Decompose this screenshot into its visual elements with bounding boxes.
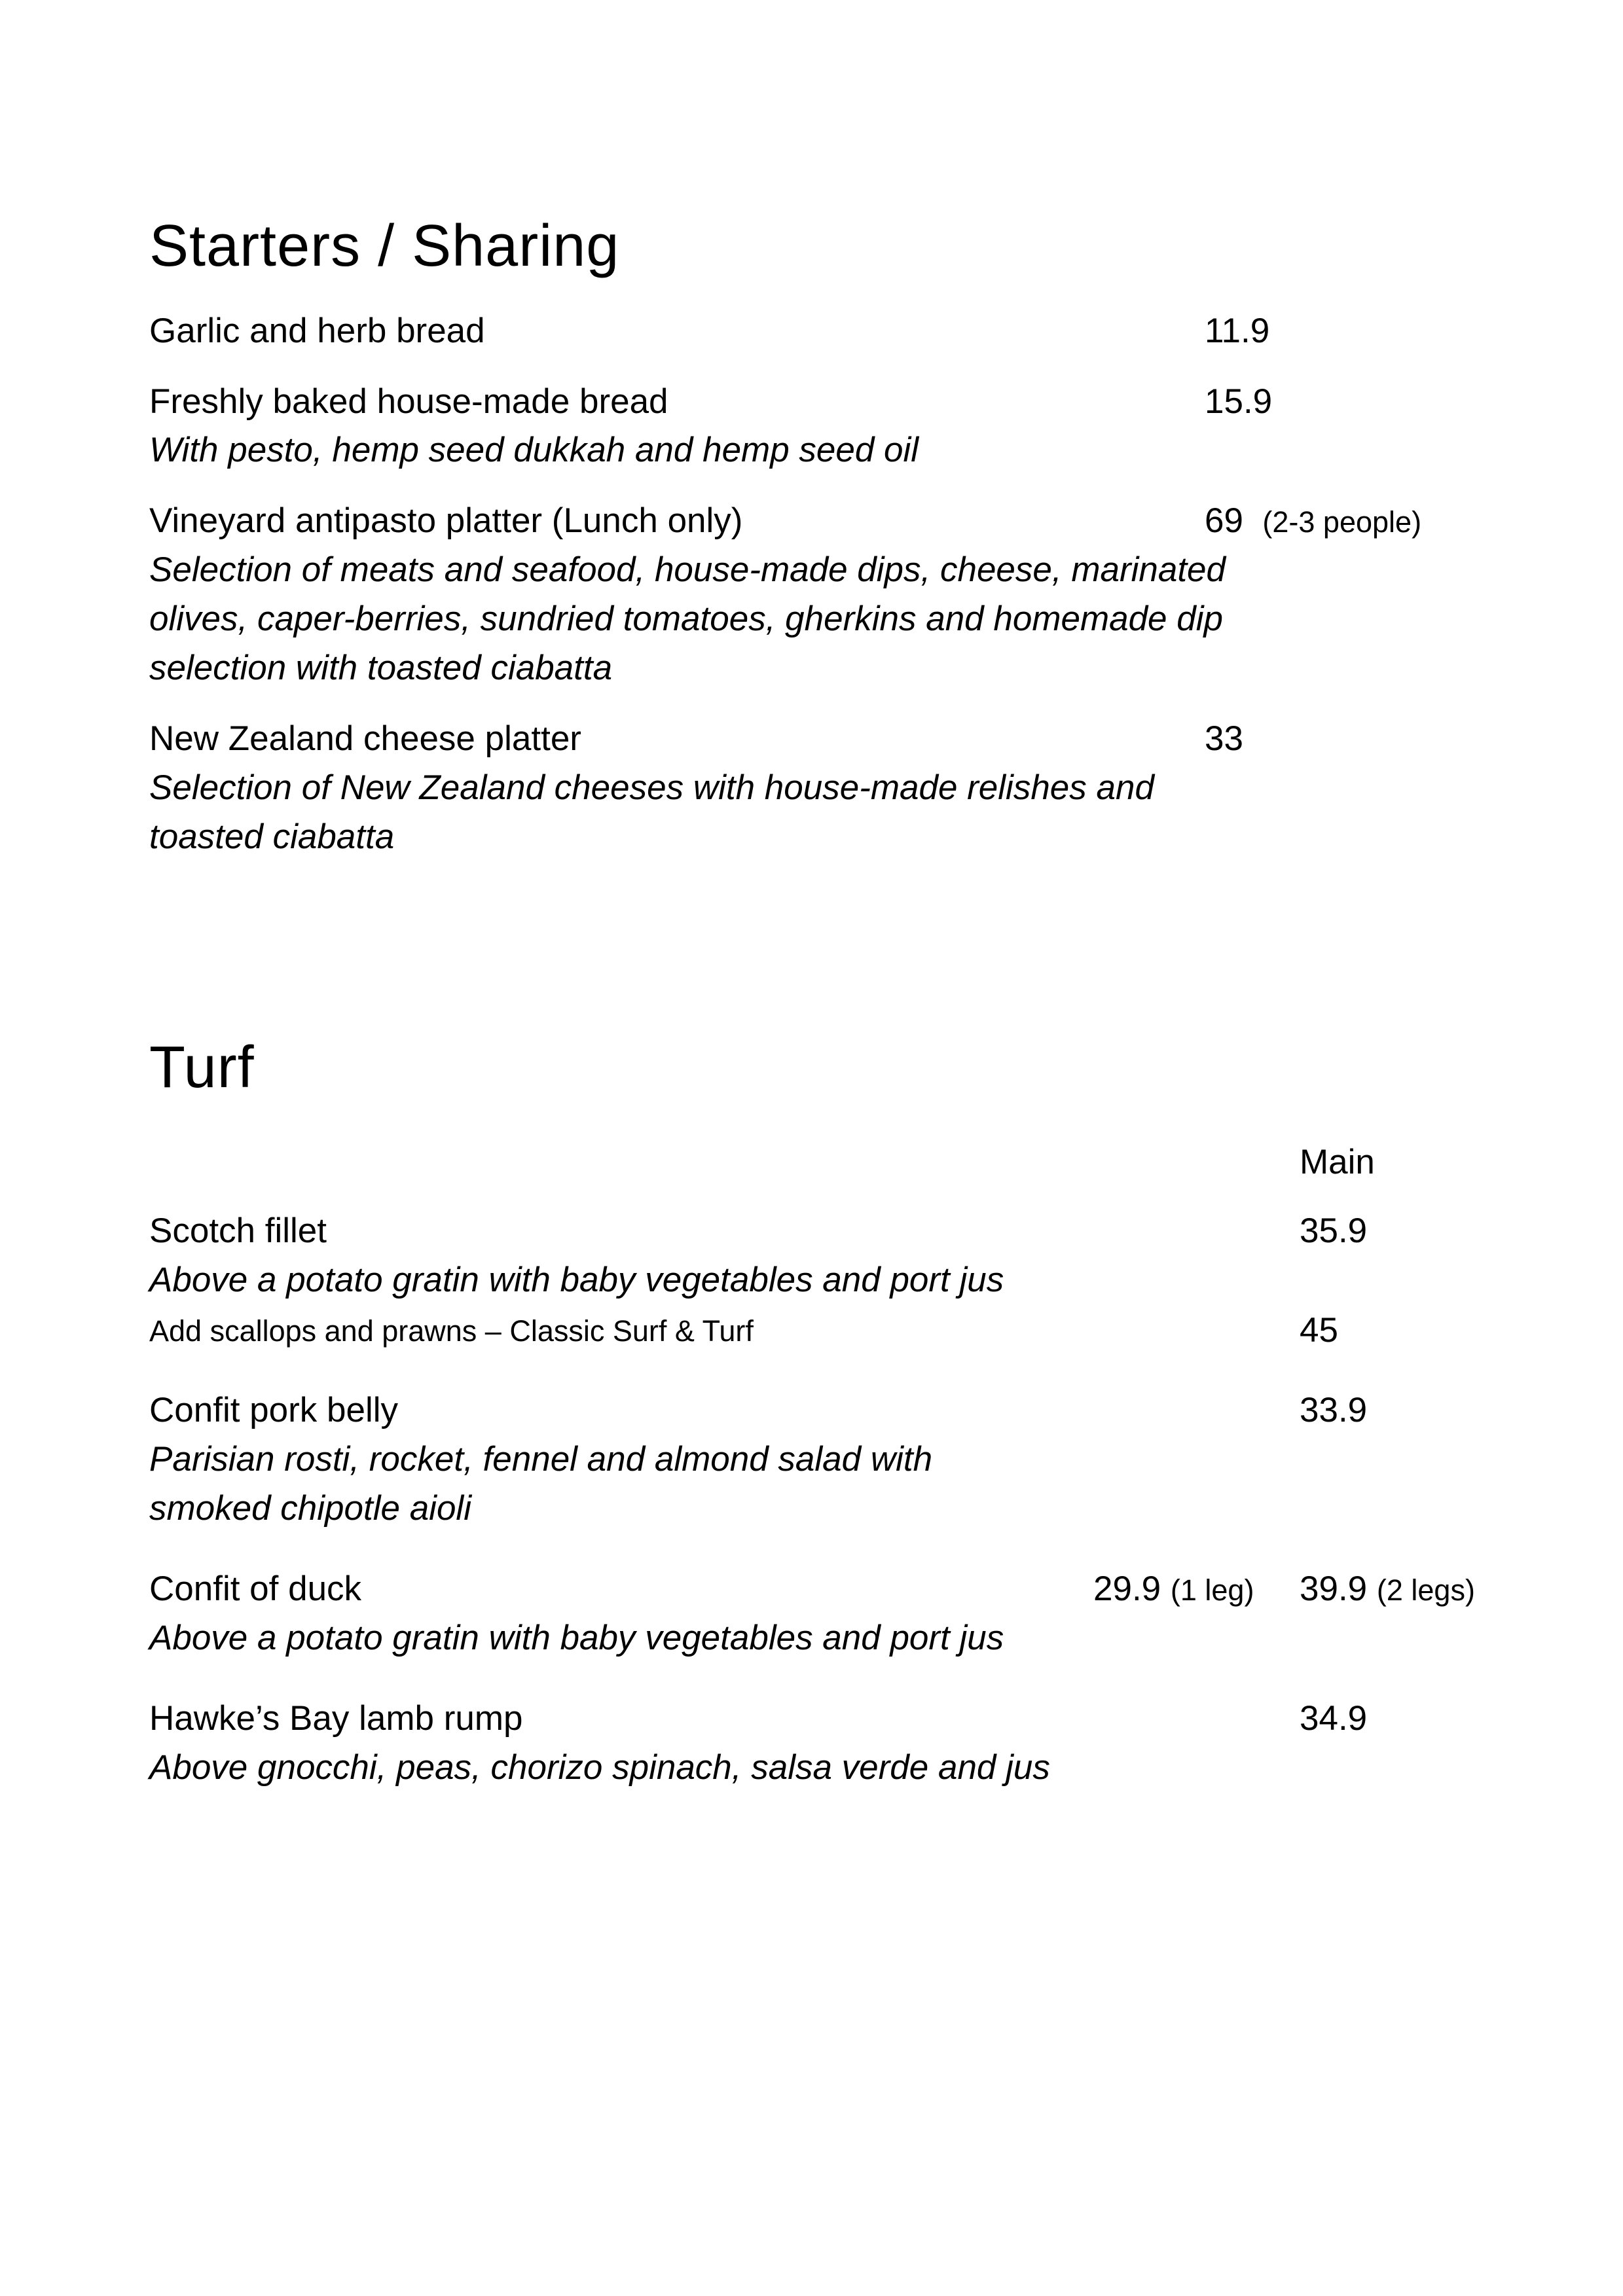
- item-name-pork-belly: Confit pork belly: [149, 1391, 399, 1429]
- item-price-confit-duck-2-legs: [1300, 1569, 1475, 1609]
- price-value: 69: [1205, 501, 1243, 540]
- item-name-antipasto: Vineyard antipasto platter (Lunch only): [149, 501, 743, 540]
- item-name-scotch-fillet: Scotch fillet: [149, 1211, 327, 1250]
- item-name-garlic-bread: Garlic and herb bread: [149, 312, 485, 350]
- item-desc-antipasto-3: selection with toasted ciabatta: [149, 649, 613, 687]
- item-price-garlic-bread: 11.9: [1205, 312, 1270, 350]
- item-desc-confit-duck: Above a potato gratin with baby vegetables and port jus: [149, 1619, 1004, 1657]
- price-note: (2-3 people): [1262, 505, 1422, 539]
- starters-heading: Starters / Sharing: [149, 213, 620, 279]
- item-price-pork-belly: 33.9: [1300, 1391, 1368, 1429]
- turf-heading: Turf: [149, 1035, 255, 1100]
- column-header-main: Main: [1300, 1143, 1375, 1181]
- item-price-lamb-rump: 34.9: [1300, 1699, 1368, 1738]
- item-desc-pork-belly-1: Parisian rosti, rocket, fennel and almond salad with: [149, 1440, 933, 1479]
- addon-price-surf-turf: 45: [1300, 1311, 1338, 1350]
- price-value: 29.9: [1093, 1570, 1161, 1608]
- item-desc-cheese-platter-1: Selection of New Zealand cheeses with house-made relishes and: [149, 768, 1154, 807]
- item-name-cheese-platter: New Zealand cheese platter: [149, 719, 581, 758]
- item-name-confit-duck: Confit of duck: [149, 1570, 362, 1608]
- item-name-lamb-rump: Hawke’s Bay lamb rump: [149, 1699, 523, 1738]
- item-desc-antipasto-1: Selection of meats and seafood, house-made dips, cheese, marinated: [149, 550, 1226, 589]
- item-desc-pork-belly-2: smoked chipotle aioli: [149, 1489, 471, 1528]
- item-price-antipasto: [1205, 501, 1421, 541]
- item-price-cheese-platter: 33: [1205, 719, 1243, 758]
- item-desc-scotch-fillet: Above a potato gratin with baby vegetables and port jus: [149, 1261, 1004, 1299]
- item-desc-house-bread: With pesto, hemp seed dukkah and hemp seed oil: [149, 431, 919, 469]
- price-note: (1 leg): [1170, 1573, 1254, 1607]
- item-desc-antipasto-2: olives, caper-berries, sundried tomatoes, gherkins and homemade dip: [149, 600, 1223, 638]
- item-price-house-bread: 15.9: [1205, 382, 1273, 421]
- item-price-confit-duck-1-leg: [1093, 1569, 1254, 1609]
- item-desc-cheese-platter-2: toasted ciabatta: [149, 817, 395, 856]
- item-price-scotch-fillet: 35.9: [1300, 1211, 1368, 1250]
- item-desc-lamb-rump: Above gnocchi, peas, chorizo spinach, salsa verde and jus: [149, 1748, 1050, 1787]
- addon-label-surf-turf: Add scallops and prawns – Classic Surf & Turf: [149, 1314, 754, 1348]
- price-value: 39.9: [1300, 1570, 1368, 1608]
- item-name-house-bread: Freshly baked house-made bread: [149, 382, 668, 421]
- price-note: (2 legs): [1376, 1573, 1475, 1607]
